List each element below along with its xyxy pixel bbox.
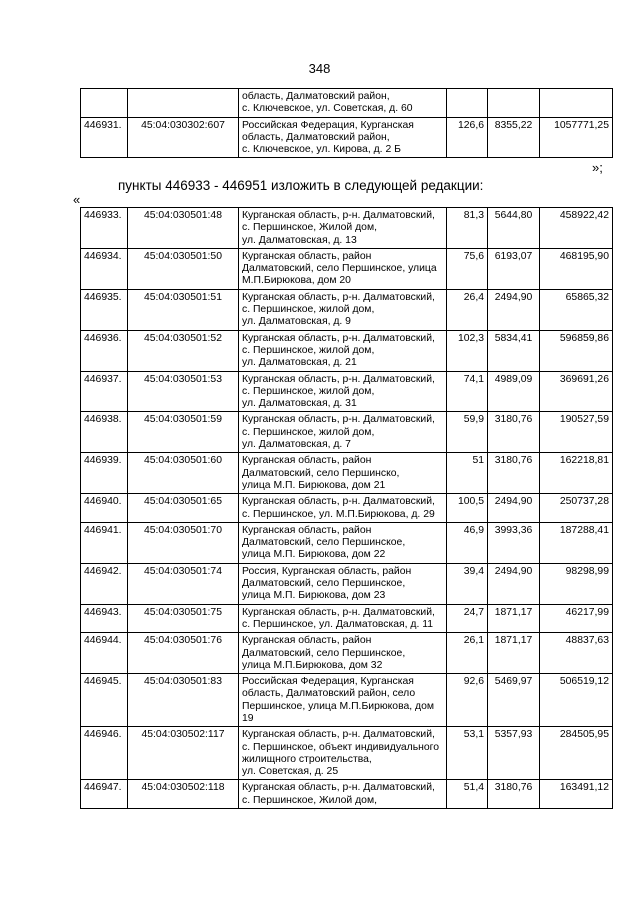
address-line: 19 — [242, 712, 254, 724]
row-number-cell: 446947. — [81, 780, 128, 809]
address-line: улица М.П. Бирюкова, дом 23 — [242, 590, 386, 602]
address-line: улица М.П.Бирюкова, дом 32 — [242, 659, 383, 671]
property-table-top — [80, 88, 613, 158]
unit-price-cell: 5357,93 — [488, 727, 540, 780]
cadastral-cost-cell — [540, 89, 613, 118]
unit-price-cell: 1871,17 — [488, 604, 540, 633]
area-cell: 100,5 — [447, 494, 488, 523]
cadastral-cost-cell: 369691,26 — [540, 371, 613, 412]
unit-price-cell: 4989,09 — [488, 371, 540, 412]
unit-price-cell: 2494,90 — [488, 289, 540, 330]
cadastral-cost-cell: 250737,28 — [540, 494, 613, 523]
address-line: с. Ключевское, ул. Советская, д. 60 — [242, 103, 413, 115]
amendment-instruction: пункты 446933 - 446951 изложить в следующей редакции: — [118, 178, 484, 193]
area-cell: 74,1 — [447, 371, 488, 412]
address-cell — [239, 371, 447, 412]
opening-quote: « — [73, 192, 81, 207]
address-line: улица М.П. Бирюкова, дом 21 — [242, 479, 386, 491]
row-number-cell: 446943. — [81, 604, 128, 633]
address-line: Российская Федерация, Курганская — [242, 676, 414, 688]
address-line: ул. Далматовская, д. 7 — [242, 439, 351, 451]
table-row — [81, 633, 613, 674]
row-number-cell — [81, 89, 128, 118]
address-line: с. Першинское, жилой дом, — [242, 426, 375, 438]
area-cell: 51 — [447, 453, 488, 494]
address-line: Курганская область, р-н. Далматовский, — [242, 210, 435, 221]
cadastral-number-cell: 45:04:030502:118 — [128, 780, 239, 809]
cadastral-cost-cell: 596859,86 — [540, 330, 613, 371]
cadastral-number-cell: 45:04:030501:76 — [128, 633, 239, 674]
unit-price-cell: 2494,90 — [488, 494, 540, 523]
row-number-cell: 446933. — [81, 208, 128, 249]
area-cell: 126,6 — [447, 117, 488, 158]
cadastral-cost-cell: 190527,59 — [540, 412, 613, 453]
address-cell — [239, 208, 447, 249]
cadastral-number-cell: 45:04:030501:52 — [128, 330, 239, 371]
cadastral-number-cell: 45:04:030501:51 — [128, 289, 239, 330]
address-line: Курганская область, район — [242, 635, 372, 647]
table-row — [81, 371, 613, 412]
cadastral-number-cell: 45:04:030501:48 — [128, 208, 239, 249]
area-cell: 26,1 — [447, 633, 488, 674]
unit-price-cell: 5834,41 — [488, 330, 540, 371]
address-line: Курганская область, р-н. Далматовский, — [242, 332, 435, 344]
address-cell — [239, 289, 447, 330]
address-line: М.П.Бирюкова, дом 20 — [242, 275, 351, 287]
address-line: Далматовский, село Першинское, — [242, 578, 406, 590]
area-cell: 53,1 — [447, 727, 488, 780]
area-cell: 75,6 — [447, 248, 488, 289]
row-number-cell: 446945. — [81, 674, 128, 727]
area-cell: 59,9 — [447, 412, 488, 453]
unit-price-cell: 5644,80 — [488, 208, 540, 249]
address-cell — [239, 604, 447, 633]
address-line: Курганская область, район — [242, 524, 372, 536]
area-cell: 24,7 — [447, 604, 488, 633]
area-cell: 46,9 — [447, 522, 488, 563]
address-line: Першинское, улица М.П.Бирюкова, дом — [242, 700, 435, 712]
address-line: ул. Далматовская, д. 31 — [242, 398, 357, 410]
cadastral-number-cell: 45:04:030501:65 — [128, 494, 239, 523]
address-cell — [239, 494, 447, 523]
table-row — [81, 563, 613, 604]
unit-price-cell — [488, 89, 540, 118]
area-cell: 92,6 — [447, 674, 488, 727]
closing-quote: »; — [592, 160, 603, 175]
address-line: ул. Советская, д. 25 — [242, 766, 339, 778]
cadastral-cost-cell: 284505,95 — [540, 727, 613, 780]
address-line: ул. Далматовская, д. 21 — [242, 357, 357, 369]
address-line: с. Першинское, ул. Далматовская, д. 11 — [242, 618, 434, 630]
address-line: Курганская область, р-н. Далматовский, — [242, 373, 435, 385]
address-line: жилищного строительства, — [242, 753, 372, 765]
cadastral-cost-cell: 162218,81 — [540, 453, 613, 494]
table-row — [81, 248, 613, 289]
table-row — [81, 780, 613, 809]
address-cell — [239, 563, 447, 604]
row-number-cell: 446936. — [81, 330, 128, 371]
cadastral-cost-cell: 468195,90 — [540, 248, 613, 289]
row-number-cell: 446941. — [81, 522, 128, 563]
address-line: улица М.П. Бирюкова, дом 22 — [242, 549, 386, 561]
address-cell — [239, 522, 447, 563]
address-line: ул. Далматовская, д. 9 — [242, 316, 351, 328]
address-line: с. Першинское, жилой дом, — [242, 344, 375, 356]
address-cell — [239, 780, 447, 809]
row-number-cell: 446931. — [81, 117, 128, 158]
cadastral-number-cell: 45:04:030501:60 — [128, 453, 239, 494]
area-cell: 51,4 — [447, 780, 488, 809]
row-number-cell: 446934. — [81, 248, 128, 289]
table-row — [81, 522, 613, 563]
address-line: область, Далматовский район, — [242, 91, 390, 102]
unit-price-cell: 3993,36 — [488, 522, 540, 563]
address-line: Курганская область, р-н. Далматовский, — [242, 291, 435, 303]
table-row — [81, 289, 613, 330]
table-row — [81, 208, 613, 249]
address-cell — [239, 674, 447, 727]
row-number-cell: 446937. — [81, 371, 128, 412]
address-line: с. Першинское, жилой дом, — [242, 304, 375, 316]
address-line: область, Далматовский район, — [242, 131, 390, 143]
cadastral-number-cell: 45:04:030502:117 — [128, 727, 239, 780]
table-row — [81, 494, 613, 523]
cadastral-cost-cell: 187288,41 — [540, 522, 613, 563]
cadastral-cost-cell: 506519,12 — [540, 674, 613, 727]
cadastral-cost-cell: 65865,32 — [540, 289, 613, 330]
cadastral-number-cell: 45:04:030501:74 — [128, 563, 239, 604]
address-cell — [239, 248, 447, 289]
unit-price-cell: 2494,90 — [488, 563, 540, 604]
address-cell — [239, 330, 447, 371]
cadastral-number-cell: 45:04:030501:83 — [128, 674, 239, 727]
area-cell: 102,3 — [447, 330, 488, 371]
address-line: Курганская область, р-н. Далматовский, — [242, 496, 435, 508]
address-line: с. Першинское, Жилой дом, — [242, 222, 377, 234]
row-number-cell: 446946. — [81, 727, 128, 780]
table-row — [81, 727, 613, 780]
property-table-main — [80, 207, 613, 809]
cadastral-cost-cell: 163491,12 — [540, 780, 613, 809]
table-row — [81, 89, 613, 118]
address-line: Россия, Курганская область, район — [242, 565, 412, 577]
address-line: с. Ключевское, ул. Кирова, д. 2 Б — [242, 144, 401, 156]
address-line: Курганская область, район — [242, 250, 372, 262]
cadastral-cost-cell: 1057771,25 — [540, 117, 613, 158]
table-row — [81, 453, 613, 494]
address-cell — [239, 727, 447, 780]
row-number-cell: 446938. — [81, 412, 128, 453]
cadastral-cost-cell: 98298,99 — [540, 563, 613, 604]
address-cell — [239, 453, 447, 494]
cadastral-cost-cell: 48837,63 — [540, 633, 613, 674]
address-line: Российская Федерация, Курганская — [242, 119, 414, 131]
unit-price-cell: 8355,22 — [488, 117, 540, 158]
unit-price-cell: 5469,97 — [488, 674, 540, 727]
cadastral-number-cell: 45:04:030302:607 — [128, 117, 239, 158]
area-cell: 81,3 — [447, 208, 488, 249]
area-cell: 39,4 — [447, 563, 488, 604]
address-line: Курганская область, р-н. Далматовский, — [242, 414, 435, 426]
address-line: Далматовский, село Першинское, улица — [242, 263, 437, 275]
area-cell — [447, 89, 488, 118]
table-row — [81, 604, 613, 633]
row-number-cell: 446944. — [81, 633, 128, 674]
address-cell — [239, 117, 447, 158]
table-row — [81, 330, 613, 371]
table-row — [81, 412, 613, 453]
address-line: Далматовский, село Першинско, — [242, 467, 400, 479]
cadastral-number-cell: 45:04:030501:50 — [128, 248, 239, 289]
address-line: с. Першинское, ул. М.П.Бирюкова, д. 29 — [242, 508, 435, 520]
row-number-cell: 446942. — [81, 563, 128, 604]
cadastral-number-cell: 45:04:030501:59 — [128, 412, 239, 453]
cadastral-cost-cell: 46217,99 — [540, 604, 613, 633]
address-line: ул. Далматовская, д. 13 — [242, 234, 357, 246]
cadastral-cost-cell: 458922,42 — [540, 208, 613, 249]
row-number-cell: 446940. — [81, 494, 128, 523]
cadastral-number-cell — [128, 89, 239, 118]
cadastral-number-cell: 45:04:030501:75 — [128, 604, 239, 633]
cadastral-number-cell: 45:04:030501:53 — [128, 371, 239, 412]
table-row — [81, 674, 613, 727]
address-line: Далматовский, село Першинское, — [242, 537, 406, 549]
row-number-cell: 446935. — [81, 289, 128, 330]
unit-price-cell: 6193,07 — [488, 248, 540, 289]
address-line: с. Першинское, жилой дом, — [242, 385, 375, 397]
address-line: Курганская область, р-н. Далматовский, — [242, 729, 435, 741]
address-line: с. Першинское, объект индивидуального — [242, 741, 440, 753]
row-number-cell: 446939. — [81, 453, 128, 494]
table-row — [81, 117, 613, 158]
address-line: Далматовский, село Першинское, — [242, 647, 406, 659]
unit-price-cell: 3180,76 — [488, 453, 540, 494]
address-line: Курганская область, р-н. Далматовский, — [242, 782, 435, 794]
address-line: с. Першинское, Жилой дом, — [242, 794, 377, 806]
address-line: область, Далматовский район, село — [242, 688, 416, 700]
unit-price-cell: 1871,17 — [488, 633, 540, 674]
area-cell: 26,4 — [447, 289, 488, 330]
address-cell — [239, 89, 447, 118]
address-line: Курганская область, район — [242, 455, 372, 467]
unit-price-cell: 3180,76 — [488, 780, 540, 809]
address-cell — [239, 412, 447, 453]
cadastral-number-cell: 45:04:030501:70 — [128, 522, 239, 563]
address-line: Курганская область, р-н. Далматовский, — [242, 606, 435, 618]
page-number: 348 — [308, 61, 331, 76]
unit-price-cell: 3180,76 — [488, 412, 540, 453]
address-cell — [239, 633, 447, 674]
